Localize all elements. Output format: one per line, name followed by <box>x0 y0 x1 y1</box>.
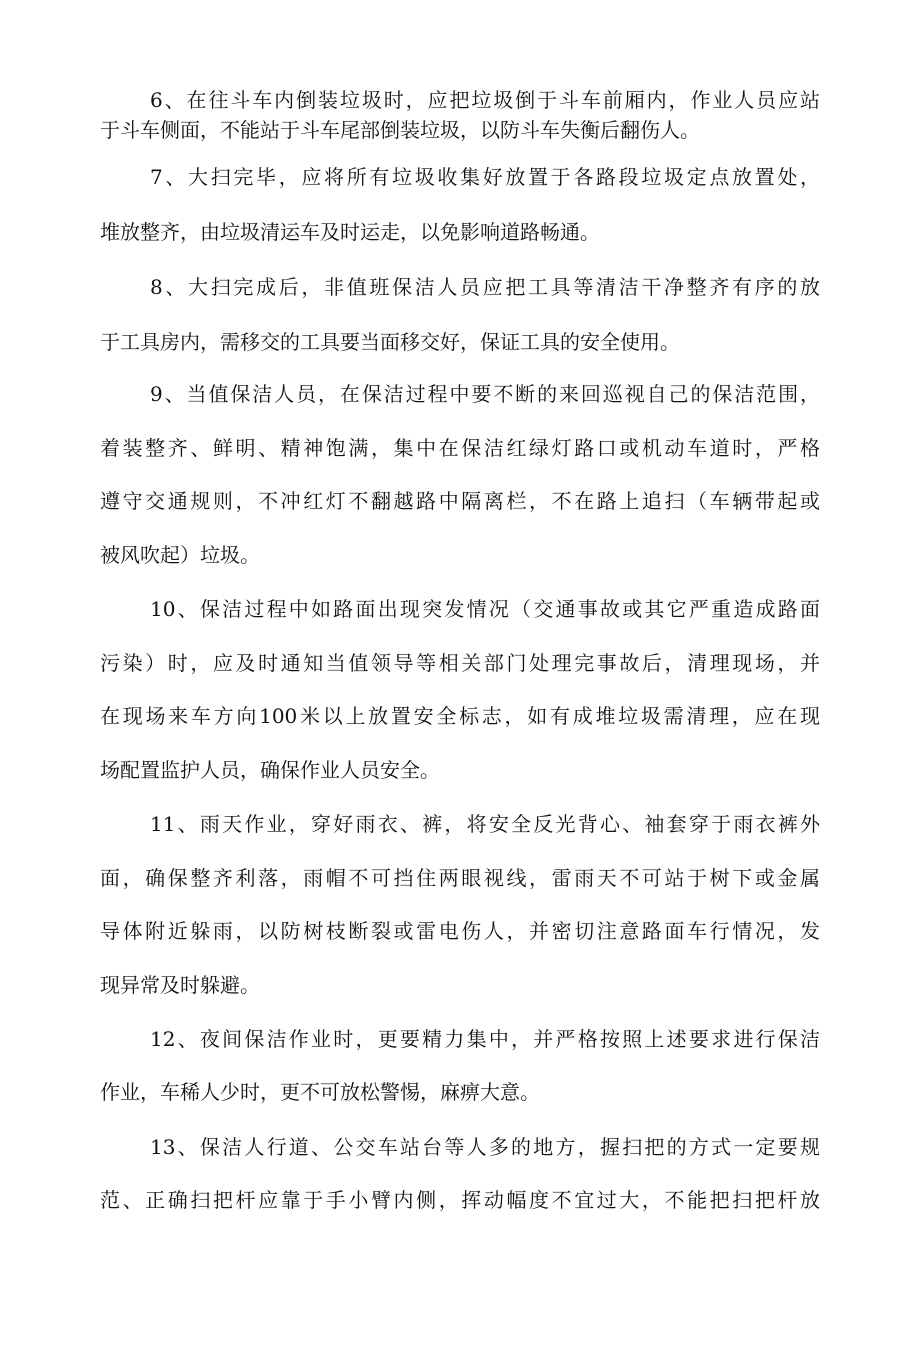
text-line-12-2: 作业，车稀人少时，更不可放松警惕，麻痹大意。 <box>100 1080 540 1104</box>
text-line-9-2: 着装整齐、鲜明、精神饱满，集中在保洁红绿灯路口或机动车道时，严格 <box>100 436 820 460</box>
text-line-9-4: 被风吹起）垃圾。 <box>100 543 260 567</box>
text-line-6-2: 于斗车侧面，不能站于斗车尾部倒装垃圾，以防斗车失衡后翻伤人。 <box>100 118 700 142</box>
text-line-11-2: 面，确保整齐利落，雨帽不可挡住两眼视线，雷雨天不可站于树下或金属 <box>100 866 820 890</box>
text-line-6-1: 6、在往斗车内倒装垃圾时，应把垃圾倒于斗车前厢内，作业人员应站 <box>150 88 820 112</box>
text-line-9-3: 遵守交通规则，不冲红灯不翻越路中隔离栏，不在路上追扫（车辆带起或 <box>100 489 820 513</box>
text-line-7-1: 7、大扫完毕，应将所有垃圾收集好放置于各路段垃圾定点放置处， <box>150 165 820 189</box>
text-line-8-2: 于工具房内，需移交的工具要当面移交好，保证工具的安全使用。 <box>100 330 680 354</box>
text-line-11-1: 11、雨天作业，穿好雨衣、裤，将安全反光背心、袖套穿于雨衣裤外 <box>150 812 820 836</box>
text-line-10-1: 10、保洁过程中如路面出现突发情况（交通事故或其它严重造成路面 <box>150 597 820 621</box>
text-line-13-1: 13、保洁人行道、公交车站台等人多的地方，握扫把的方式一定要规 <box>150 1135 820 1159</box>
text-line-10-4: 场配置监护人员，确保作业人员安全。 <box>100 758 440 782</box>
text-line-9-1: 9、当值保洁人员，在保洁过程中要不断的来回巡视自己的保洁范围， <box>150 382 820 406</box>
text-line-10-2: 污染）时，应及时通知当值领导等相关部门处理完事故后，清理现场，并 <box>100 651 820 675</box>
text-line-13-2: 范、正确扫把杆应靠于手小臂内侧，挥动幅度不宜过大，不能把扫把杆放 <box>100 1188 820 1212</box>
text-line-8-1: 8、大扫完成后，非值班保洁人员应把工具等清洁干净整齐有序的放 <box>150 275 820 299</box>
text-line-12-1: 12、夜间保洁作业时，更要精力集中，并严格按照上述要求进行保洁 <box>150 1027 820 1051</box>
text-line-7-2: 堆放整齐，由垃圾清运车及时运走，以免影响道路畅通。 <box>100 220 600 244</box>
text-line-11-4: 现异常及时躲避。 <box>100 973 260 997</box>
text-line-10-3: 在现场来车方向100米以上放置安全标志，如有成堆垃圾需清理，应在现 <box>100 704 820 728</box>
text-line-11-3: 导体附近躲雨，以防树枝断裂或雷电伤人，并密切注意路面车行情况，发 <box>100 919 820 943</box>
